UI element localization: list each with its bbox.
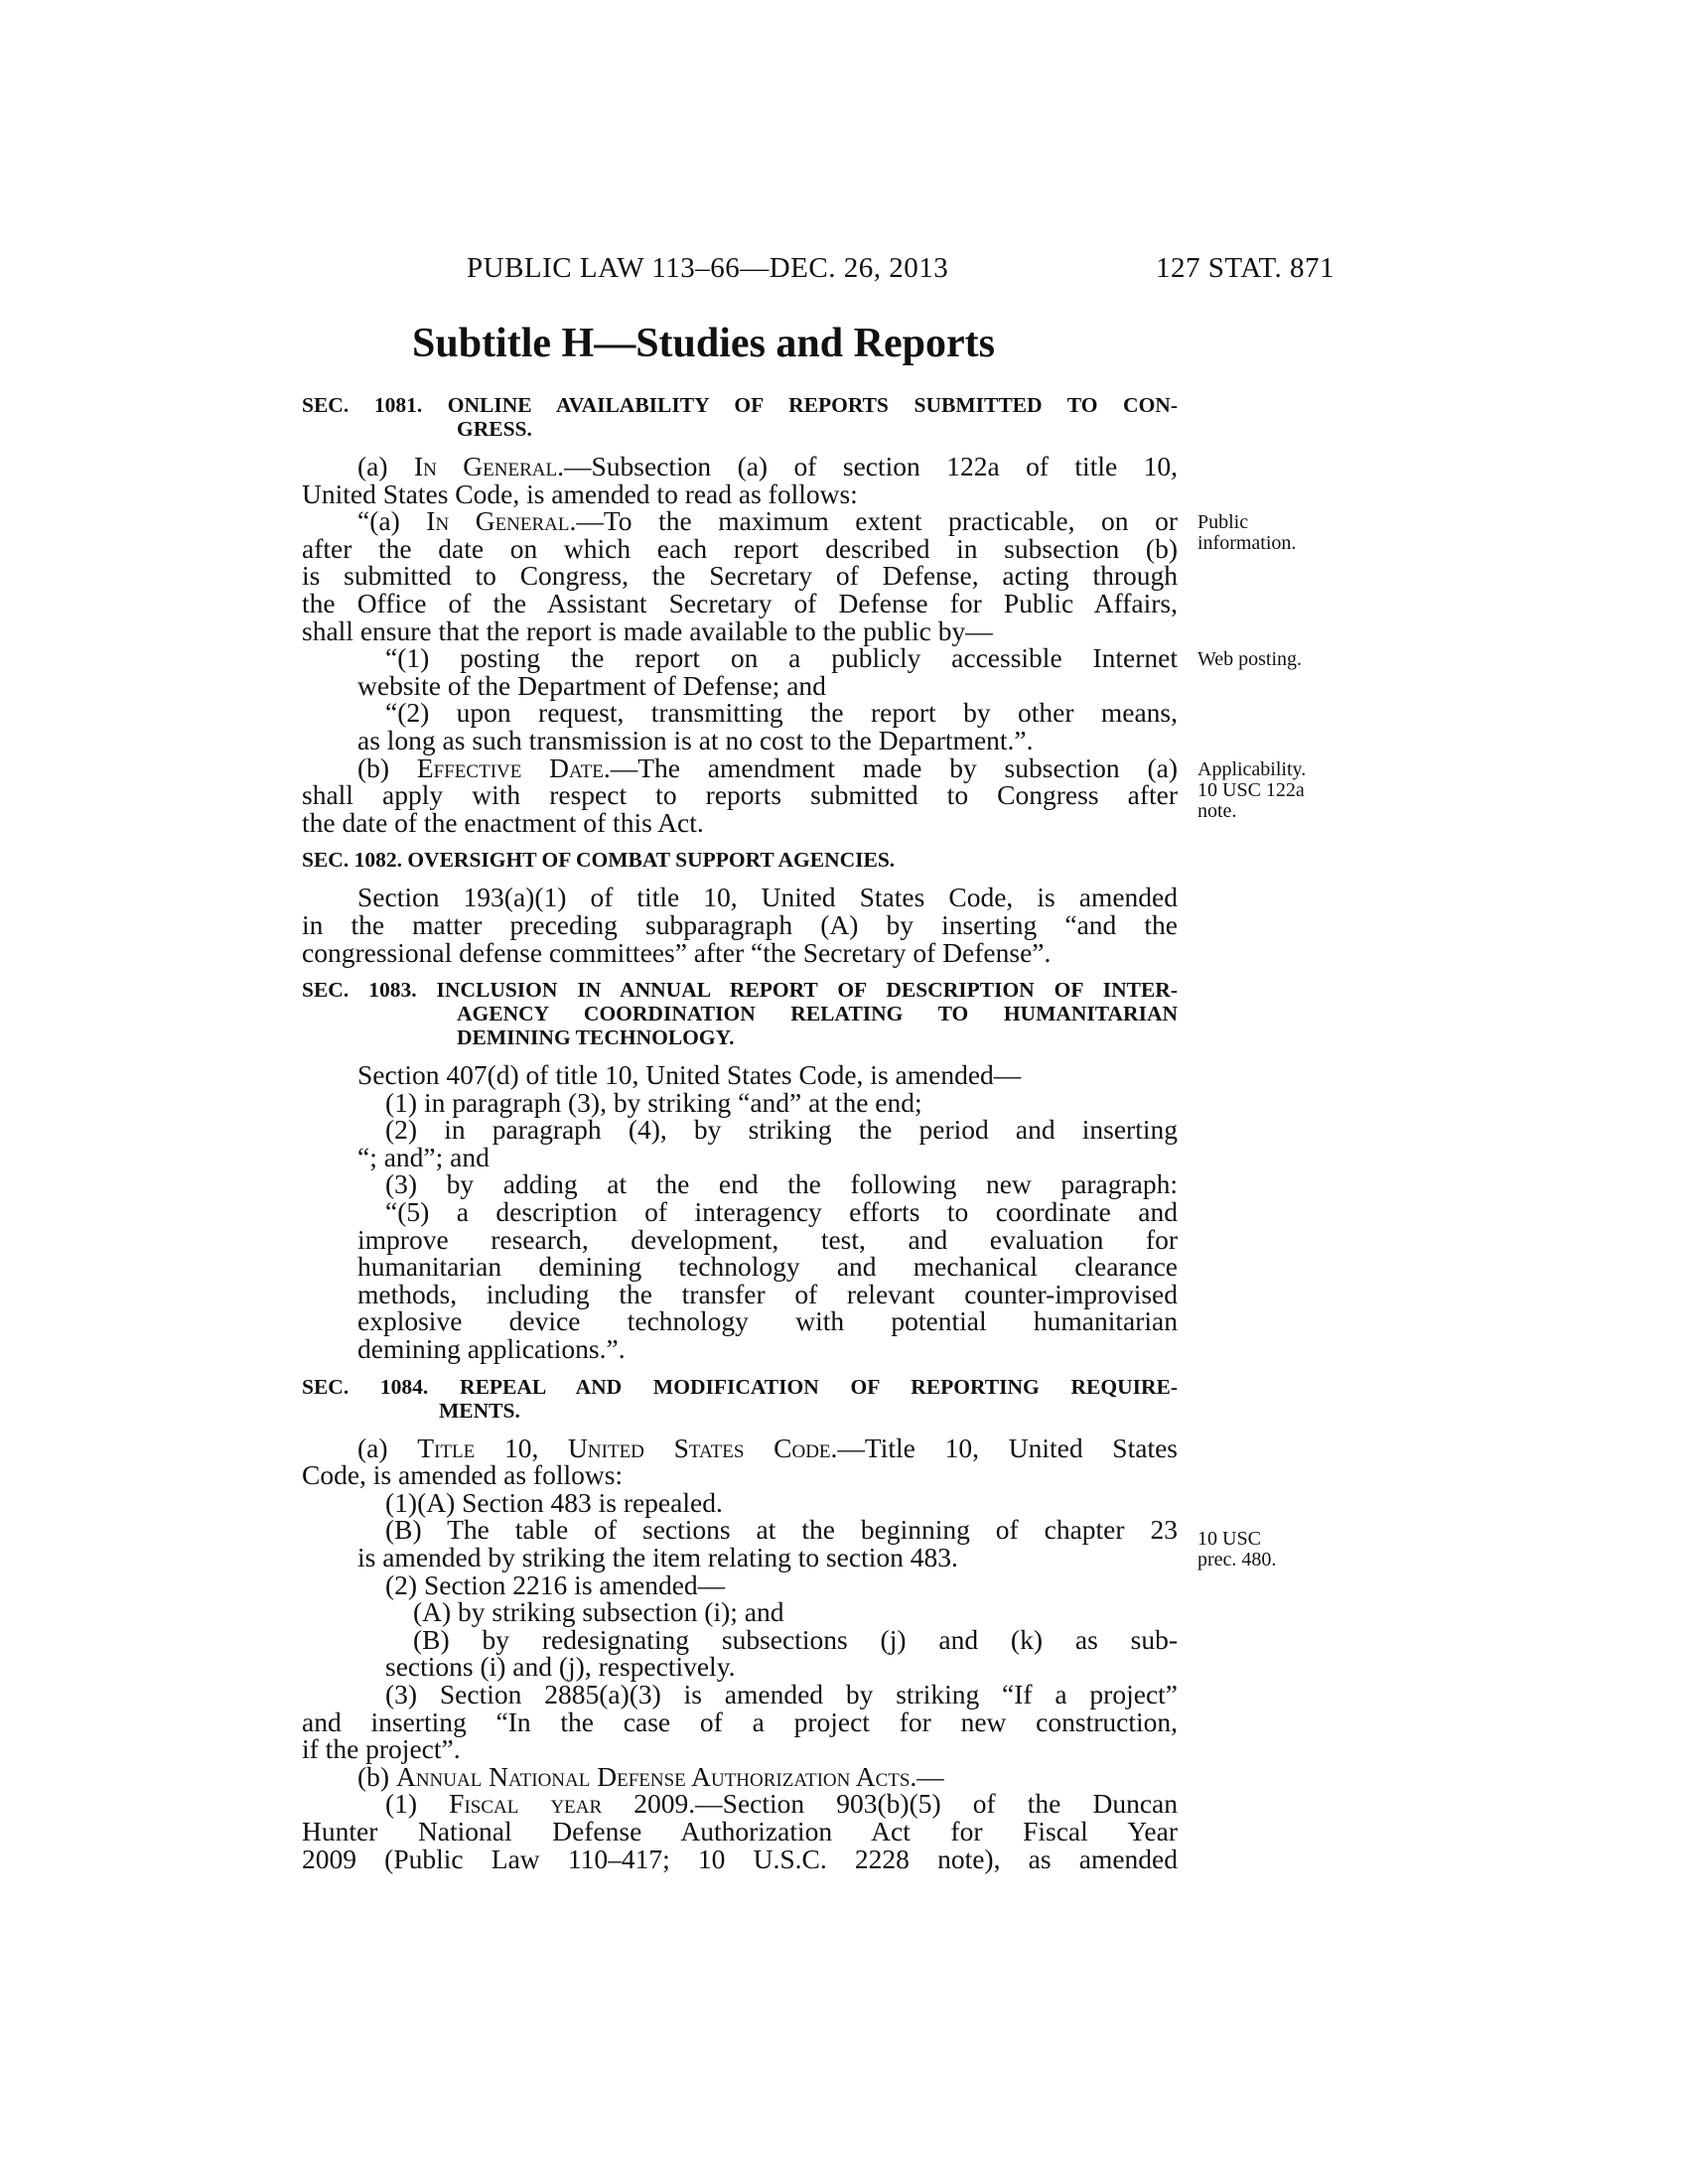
margin-note-applicability: [1197, 759, 1306, 822]
page-body: [302, 393, 1178, 1872]
heading-line: SEC. 1081. ONLINE AVAILABILITY OF REPORTS SUBMITTED TO CON-: [302, 393, 1178, 417]
margin-note-line: information.: [1197, 532, 1297, 554]
paragraph-line: (3) Section 2885(a)(3) is amended by striking “If a project”: [385, 1678, 1178, 1709]
paragraph-line: [302, 751, 1178, 783]
paragraph-line: Hunter National Defense Authorization Act for Fiscal Year: [302, 1815, 1178, 1846]
section-heading-1082: [302, 848, 1178, 872]
heading-line: DEMINING TECHNOLOGY.: [457, 1025, 735, 1050]
paragraph-line: [302, 1790, 1178, 1818]
paragraph-line: (1)(A) Section 483 is repealed.: [385, 1486, 723, 1518]
subtitle-heading: Subtitle H—Studies and Reports: [412, 321, 995, 366]
text-run: (1): [385, 1788, 450, 1820]
heading-line: SEC. 1084. REPEAL AND MODIFICATION OF REPORTING REQUIRE-: [302, 1374, 1178, 1399]
paragraph-line: [302, 507, 1178, 535]
paragraph-line: after the date on which each report described in subsection (b): [302, 532, 1178, 564]
margin-note-10-usc-prec-480: [1197, 1529, 1276, 1570]
paragraph-line: (2) Section 2216 is amended—: [385, 1569, 726, 1600]
paragraph-line: is amended by striking the item relating to section 483.: [357, 1542, 958, 1572]
margin-note-line: 10 USC 122a: [1197, 779, 1305, 801]
paragraph-line: the Office of the Assistant Secretary of Defense for Public Affairs,: [302, 587, 1178, 618]
paragraph-line: if the project”.: [302, 1733, 461, 1765]
small-caps-run: In General: [426, 505, 570, 537]
paragraph-line: Code, is amended as follows:: [302, 1459, 624, 1491]
paragraph-line: (2) in paragraph (4), by striking the period and inserting: [385, 1114, 1178, 1146]
running-header-law: PUBLIC LAW 113–66—DEC. 26, 2013: [467, 252, 949, 284]
paragraph-line: (1) in paragraph (3), by striking “and” at the end;: [385, 1086, 922, 1118]
paragraph-line: Section 193(a)(1) of title 10, United States Code, is amended: [357, 882, 1178, 913]
paragraph-line: the date of the enactment of this Act.: [302, 806, 704, 838]
heading-line: MENTS.: [439, 1398, 520, 1423]
heading-line: SEC. 1083. INCLUSION IN ANNUAL REPORT OF DESCRIPTION OF INTER-: [302, 978, 1178, 1003]
text-run: (a): [357, 451, 414, 481]
margin-note-public-information: [1197, 512, 1296, 554]
paragraph-line: shall ensure that the report is made available to the public by—: [302, 614, 993, 646]
paragraph-line: in the matter preceding subparagraph (A) by inserting “and the: [302, 908, 1178, 940]
paragraph-line: congressional defense committees” after “the Secretary of Defense”.: [302, 936, 1052, 968]
margin-note-web-posting: [1197, 649, 1302, 670]
text-run: (a): [357, 1432, 418, 1463]
paragraph-line: [302, 1760, 1178, 1792]
heading-line: AGENCY COORDINATION RELATING TO HUMANITARIAN: [457, 1002, 1178, 1026]
small-caps-run: Title 10, United States Code: [417, 1432, 831, 1463]
text-run: .—: [910, 1760, 944, 1792]
paragraph-line: (B) The table of sections at the beginning of chapter 23: [385, 1514, 1178, 1546]
running-header-stat: 127 STAT. 871: [1156, 252, 1336, 284]
text-run: “(a): [357, 505, 427, 537]
paragraph-line: “(5) a description of interagency efforts to coordinate and: [385, 1196, 1178, 1228]
paragraph-line: “; and”; and: [357, 1141, 490, 1172]
paragraph-line: is submitted to Congress, the Secretary of Defense, acting through: [302, 560, 1178, 592]
text-run: (b): [357, 751, 417, 783]
section-heading-1084: [302, 1375, 1178, 1423]
margin-note-line: Public: [1197, 511, 1249, 533]
paragraph-line: Section 407(d) of title 10, United States Code, is amended—: [357, 1059, 1022, 1091]
margin-note-line: prec. 480.: [1197, 1549, 1277, 1570]
text-run: .—Title 10, United States: [830, 1432, 1178, 1463]
paragraph-line: [302, 453, 1178, 480]
paragraph-line: (B) by redesignating subsections (j) and (k) as sub-: [413, 1623, 1178, 1655]
paragraph-line: sections (i) and (j), respectively.: [385, 1651, 736, 1683]
small-caps-run: Effective Date: [416, 751, 604, 783]
paragraph-line: shall apply with respect to reports submitted to Congress after: [302, 779, 1178, 811]
paragraph-line: “(2) upon request, transmitting the report by other means,: [385, 697, 1178, 729]
small-caps-run: Fiscal year 2009: [449, 1788, 689, 1820]
paragraph-line: demining applications.”.: [357, 1333, 626, 1365]
paragraph-line: improve research, development, test, and evaluation for: [357, 1223, 1178, 1255]
paragraph-line: [302, 1434, 1178, 1462]
margin-note-line: Web posting.: [1197, 648, 1303, 670]
small-caps-run: In General: [413, 451, 558, 481]
section-heading-1081: [302, 393, 1178, 441]
heading-line: SEC. 1082. OVERSIGHT OF COMBAT SUPPORT AGENCIES.: [302, 848, 896, 873]
paragraph-line: United States Code, is amended to read as follows:: [302, 478, 858, 509]
heading-line: GRESS.: [457, 417, 532, 441]
paragraph-line: explosive device technology with potential humanitarian: [357, 1305, 1178, 1337]
paragraph-line: as long as such transmission is at no cost to the Department.”.: [357, 724, 1034, 755]
text-run: .—To the maximum extent practicable, on or: [569, 505, 1179, 537]
paragraph-line: 2009 (Public Law 110–417; 10 U.S.C. 2228 note), as amended: [302, 1843, 1178, 1874]
margin-note-line: 10 USC: [1197, 1528, 1261, 1550]
paragraph-line: “(1) posting the report on a publicly accessible Internet: [385, 642, 1178, 674]
text-run: .—Subsection (a) of section 122a of title 10,: [557, 451, 1178, 481]
paragraph-line: methods, including the transfer of relevant counter-improvised: [357, 1278, 1178, 1309]
paragraph-line: humanitarian demining technology and mechanical clearance: [357, 1251, 1178, 1283]
text-run: (b): [357, 1760, 396, 1792]
margin-note-line: note.: [1197, 800, 1237, 822]
margin-note-line: Applicability.: [1197, 758, 1307, 780]
paragraph-line: website of the Department of Defense; and: [357, 669, 826, 701]
paragraph-line: (3) by adding at the end the following new paragraph:: [385, 1168, 1178, 1200]
section-heading-1083: [302, 978, 1178, 1049]
paragraph-line: and inserting “In the case of a project for new construction,: [302, 1706, 1178, 1737]
text-run: .—The amendment made by subsection (a): [603, 751, 1178, 783]
paragraph-line: (A) by striking subsection (i); and: [413, 1596, 784, 1628]
text-run: .—Section 903(b)(5) of the Duncan: [688, 1788, 1178, 1820]
small-caps-run: Annual National Defense Authorization Acts: [395, 1760, 911, 1792]
